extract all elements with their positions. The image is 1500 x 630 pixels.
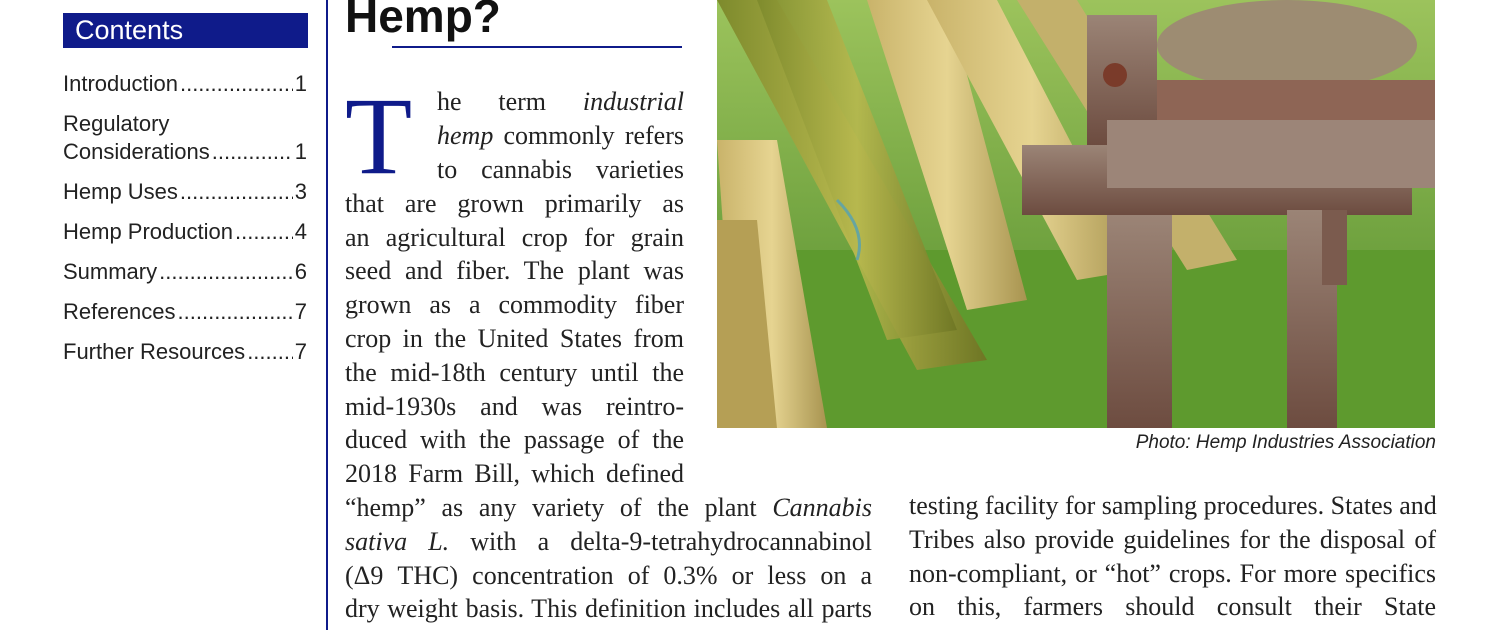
title-underline: [392, 46, 682, 48]
toc-page-number: 4: [294, 219, 307, 244]
body-line: non-compliant, or “hot” crops. For more specifics: [909, 559, 1436, 588]
column-divider: [326, 0, 328, 630]
toc-leader: [180, 70, 293, 98]
toc-item-hemp-production[interactable]: [63, 218, 307, 246]
toc-item-regulatory-considerations[interactable]: [63, 110, 307, 166]
body-line: an agricultural crop for grain: [345, 223, 684, 252]
toc-leader: [180, 178, 293, 206]
toc-label-line1: Regulatory: [63, 111, 170, 136]
body-line: duced with the passage of the: [345, 425, 684, 454]
body-line: that are grown primarily as: [345, 189, 684, 218]
body-line: to cannabis varieties: [437, 155, 684, 184]
toc-label: Considerations: [63, 139, 210, 164]
body-line: grown as a commodity fiber: [345, 290, 684, 319]
toc-label: Further Resources: [63, 339, 246, 364]
toc-label: Summary: [63, 259, 158, 284]
toc-leader: [212, 138, 293, 166]
body-line: mid-1930s and was reintro-: [345, 392, 684, 421]
toc-item-summary[interactable]: [63, 258, 307, 286]
body-line: (Δ9 THC) concentration of 0.3% or less on a: [345, 561, 872, 590]
body-line: on this, farmers should consult their State: [909, 592, 1436, 621]
body-line: hemp commonly refers: [437, 121, 684, 150]
toc-item-hemp-uses[interactable]: [63, 178, 307, 206]
toc-label: Hemp Production: [63, 219, 233, 244]
toc-leader: [178, 298, 293, 326]
body-line: he term industrial: [437, 87, 685, 116]
photo-caption: Photo: Hemp Industries Association: [1135, 432, 1436, 453]
body-line: testing facility for sampling procedures. States and: [909, 491, 1437, 520]
body-line: 2018 Farm Bill, which defined: [345, 459, 684, 488]
toc-leader: [235, 218, 293, 246]
body-line: the mid-18th century until the: [345, 358, 684, 387]
toc-page-number: 1: [294, 139, 307, 164]
hemp-bundles-illustration: [717, 0, 1435, 428]
toc-label: Introduction: [63, 71, 178, 96]
toc-label: References: [63, 299, 176, 324]
toc-leader: [159, 258, 293, 286]
page-title: Hemp?: [345, 0, 501, 42]
toc-page-number: 6: [294, 259, 307, 284]
body-line: seed and fiber. The plant was: [345, 256, 684, 285]
toc-item-references[interactable]: [63, 298, 307, 326]
body-line: dry weight basis. This definition includes all parts: [345, 594, 872, 623]
toc-page-number: 7: [294, 339, 307, 364]
body-line: sativa L. with a delta-9-tetrahydrocannabinol: [345, 527, 872, 556]
body-line: “hemp” as any variety of the plant Cannabis: [345, 493, 873, 522]
toc-page-number: 3: [294, 179, 307, 204]
toc-leader: [247, 338, 293, 366]
table-of-contents: [63, 70, 307, 378]
hemp-photo: [717, 0, 1435, 428]
toc-item-further-resources[interactable]: [63, 338, 307, 366]
body-line: crop in the United States from: [345, 324, 684, 353]
toc-item-introduction[interactable]: [63, 70, 307, 98]
contents-heading: Contents: [63, 13, 308, 48]
toc-page-number: 7: [294, 299, 307, 324]
toc-page-number: 1: [294, 71, 307, 96]
drop-cap: T: [345, 75, 413, 197]
toc-label: Hemp Uses: [63, 179, 178, 204]
body-line: Tribes also provide guidelines for the disposal of: [909, 525, 1436, 554]
